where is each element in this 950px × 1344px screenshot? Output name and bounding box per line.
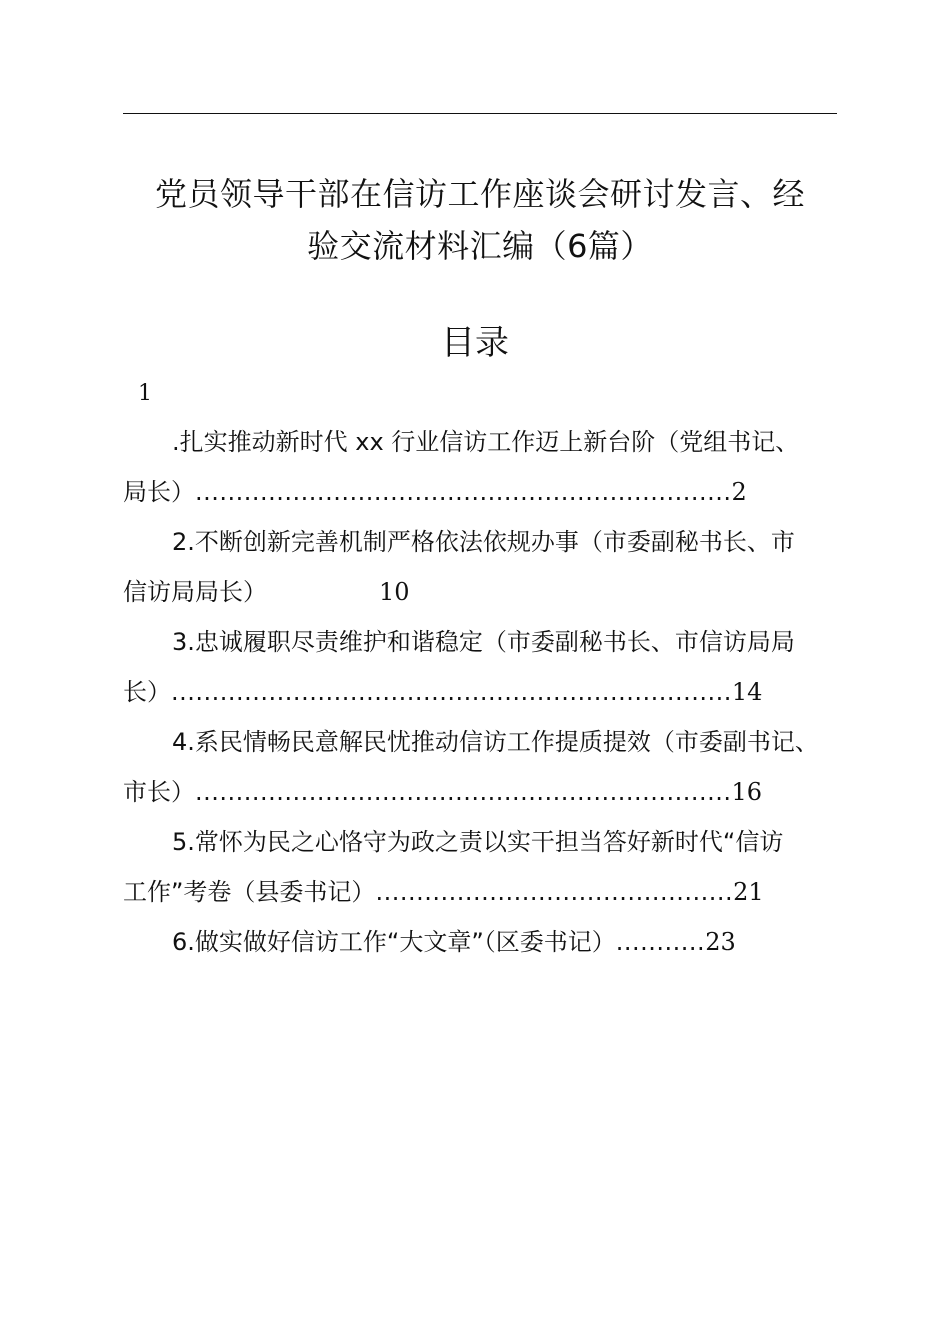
header-rule — [123, 113, 837, 114]
toc-entry-3-leader: ..................................................................... — [171, 678, 732, 706]
toc-entry-4-line-2[interactable] — [123, 767, 762, 817]
toc-entry-6-leader: ........... — [615, 928, 706, 956]
toc-entry-1-line-2[interactable] — [123, 467, 747, 517]
stray-number: 1 — [138, 381, 152, 406]
toc-entry-4-line-1[interactable]: 4.系民情畅民意解民忧推动信访工作提质提效（市委副书记、 — [172, 728, 819, 756]
toc-entry-4-text: 市长） — [123, 778, 195, 806]
toc-entry-5-line-2[interactable] — [123, 867, 764, 917]
toc-entry-6-text: 6.做实做好信访工作“大文章”（区委书记） — [172, 928, 616, 956]
toc-entry-3-page: 14 — [731, 678, 763, 706]
toc-entry-5-leader: ............................................ — [375, 878, 734, 906]
document-title — [110, 168, 850, 272]
toc-entry-6-page: 23 — [705, 928, 736, 956]
toc-entry-3-line-1[interactable]: 3.忠诚履职尽责维护和谐稳定（市委副秘书长、市信访局局 — [172, 628, 795, 656]
toc-entry-5-text: 工作”考卷（县委书记） — [123, 878, 376, 906]
toc-entry-3-text: 长） — [123, 678, 171, 706]
toc-entry-1-text: 局长） — [123, 478, 195, 506]
toc-entry-2-line-2[interactable] — [123, 567, 410, 617]
title-line-1: 党员领导干部在信访工作座谈会研讨发言、经 — [154, 175, 805, 213]
toc-entry-4-leader: .................................................................. — [195, 778, 732, 806]
toc-heading: 目录 — [441, 323, 509, 363]
toc-entry-5-page: 21 — [733, 878, 764, 906]
toc-entry-6-line-1[interactable] — [172, 917, 736, 967]
toc-entry-1-leader: .................................................................. — [195, 478, 732, 506]
toc-entry-5-line-1[interactable]: 5.常怀为民之心恪守为政之责以实干担当答好新时代“信访 — [172, 828, 784, 856]
toc-entry-2-line-1[interactable]: 2.不断创新完善机制严格依法依规办事（市委副秘书长、市 — [172, 528, 795, 556]
toc-entry-3-line-2[interactable] — [123, 667, 762, 717]
toc-entry-1-line-1[interactable]: .扎实推动新时代 xx 行业信访工作迈上新台阶（党组书记、 — [172, 428, 800, 456]
title-line-2: 验交流材料汇编（6篇） — [307, 227, 653, 265]
toc-entry-1-page: 2 — [731, 478, 747, 506]
toc-entry-2-page: 10 — [379, 578, 410, 606]
toc-entry-2-text: 信访局局长） — [123, 578, 267, 606]
toc-entry-4-page: 16 — [731, 778, 763, 806]
